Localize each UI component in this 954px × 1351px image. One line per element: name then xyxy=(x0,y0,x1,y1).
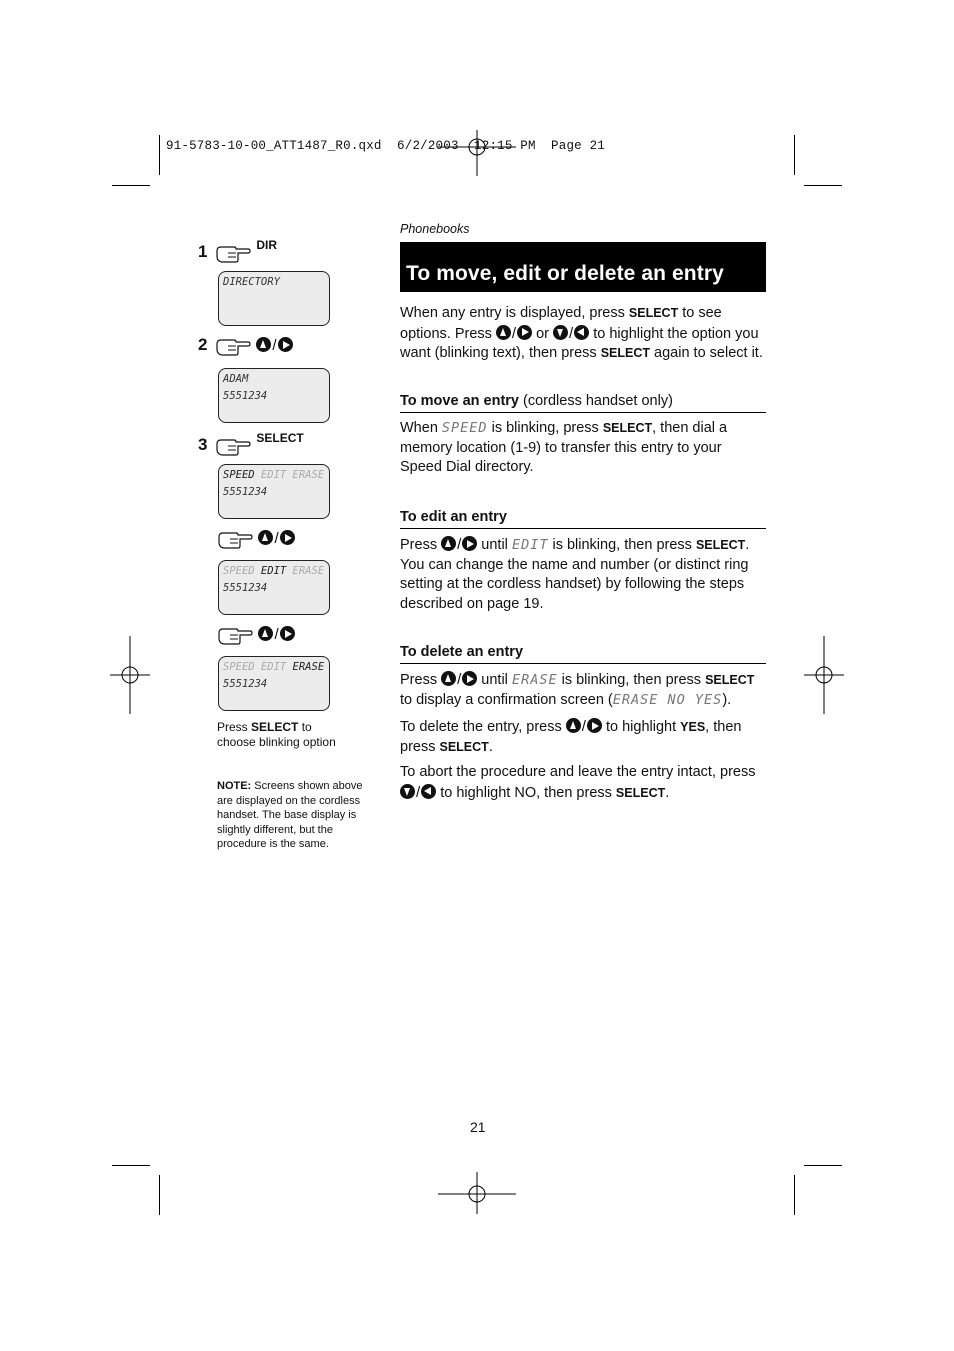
right-button-icon xyxy=(462,536,477,551)
lcd-option-edit: EDIT xyxy=(254,469,287,481)
lcd-line: DIRECTORY xyxy=(223,276,280,288)
lcd-word-erase: ERASE xyxy=(511,672,558,688)
pointing-hand-icon xyxy=(214,242,252,264)
select-key-label: SELECT xyxy=(256,431,304,445)
text: To delete the entry, press xyxy=(400,719,566,735)
down-button-icon xyxy=(553,325,568,340)
delete-paragraph-2: To delete the entry, press / to highlight YES, then press SELECT. xyxy=(400,718,742,755)
heading-bold: To move an entry xyxy=(400,393,519,409)
right-button-icon xyxy=(280,530,295,545)
text: is blinking, then press xyxy=(557,672,706,688)
select-key: SELECT xyxy=(439,739,489,754)
up-button-icon xyxy=(256,337,271,352)
dir-key-label: DIR xyxy=(256,238,278,252)
side-caption xyxy=(217,720,347,749)
lcd-line: 5551234 xyxy=(223,582,268,594)
down-button-icon xyxy=(400,784,415,799)
lcd-option-erase: ERASE xyxy=(286,565,325,577)
crop-mark xyxy=(794,135,795,175)
crop-mark xyxy=(804,1165,842,1166)
caption-key: SELECT xyxy=(251,720,299,734)
edit-paragraph: Press / until EDIT is blinking, then press SELECT. You can change the name and number (or distinct ring setting at the cordless handset) by following the steps described on page 19. xyxy=(400,536,750,612)
lcd-word-speed: SPEED xyxy=(441,420,488,436)
note-text: Screens shown above are displayed on the cordless handset. The base display is slightly different, but the procedure is the same. xyxy=(217,780,363,850)
lcd-line xyxy=(223,563,325,580)
delete-heading xyxy=(400,643,766,664)
lcd-screen-directory xyxy=(218,271,330,326)
lcd-word-confirm: ERASE NO YES xyxy=(612,691,723,708)
move-heading xyxy=(400,392,766,413)
registration-mark-icon xyxy=(804,636,844,714)
right-button-icon xyxy=(278,337,293,352)
right-button-icon xyxy=(280,626,295,641)
step-1 xyxy=(198,238,277,264)
crop-mark xyxy=(159,135,160,175)
select-key: SELECT xyxy=(695,538,746,552)
section-label: Phonebooks xyxy=(400,222,470,236)
step-number: 3 xyxy=(198,435,208,454)
up-button-icon xyxy=(566,718,581,733)
pointing-hand-icon xyxy=(216,528,254,550)
step-number: 2 xyxy=(198,335,208,355)
crop-mark xyxy=(112,185,150,186)
text: is blinking, press xyxy=(487,420,603,436)
crop-mark xyxy=(112,1165,150,1166)
right-button-icon xyxy=(587,718,602,733)
text: , then dial a memory location (1-9) to transfer this entry to your Speed Dial directory. xyxy=(400,420,728,475)
lcd-screen-entry xyxy=(218,368,330,423)
right-button-icon xyxy=(517,325,532,340)
left-button-icon xyxy=(574,325,589,340)
lcd-option-erase: ERASE xyxy=(286,661,325,673)
text: to highlight the option you want (blinking text), then press xyxy=(400,325,759,361)
text: Press xyxy=(400,537,442,553)
heading-rest: (cordless handset only) xyxy=(518,393,673,409)
text: To abort the procedure and leave the entry intact, press xyxy=(400,764,756,780)
lcd-line: 5551234 xyxy=(223,390,268,402)
step-scroll-2: / xyxy=(216,624,295,646)
text: is blinking, then press xyxy=(548,537,696,553)
text: . You can change the name and number (or distinct ring setting at the cordless handset) by following the steps described on page 19. xyxy=(400,537,750,612)
pointing-hand-icon xyxy=(214,435,252,457)
note xyxy=(217,779,367,852)
text: or xyxy=(532,325,554,342)
up-button-icon xyxy=(258,530,273,545)
heading-bold: To delete an entry xyxy=(400,644,524,660)
crop-mark xyxy=(794,1175,795,1215)
caption-text: to choose blinking option xyxy=(217,720,336,749)
lcd-option-edit: EDIT xyxy=(254,661,287,673)
lcd-option-speed: SPEED xyxy=(223,565,255,577)
up-button-icon xyxy=(441,536,456,551)
move-paragraph xyxy=(400,419,766,478)
select-key: SELECT xyxy=(602,421,653,435)
lcd-line xyxy=(223,659,325,676)
text: Press xyxy=(400,672,442,688)
intro-paragraph: When any entry is displayed, press SELECT to see options. Press / or / to highlight the option you want (blinking text), then press SELECT again to select it. xyxy=(400,305,763,361)
page-title: To move, edit or delete an entry xyxy=(400,242,766,292)
delete-paragraph-1: Press / until ERASE is blinking, then press SELECT to display a confirmation screen (ERASE NO YES). xyxy=(400,671,755,708)
lcd-option-edit: EDIT xyxy=(254,565,287,577)
step-3 xyxy=(198,431,304,457)
crop-mark xyxy=(804,185,842,186)
registration-mark-icon xyxy=(438,130,516,176)
select-key: SELECT xyxy=(705,673,755,687)
text: When any entry is displayed, press xyxy=(400,305,629,321)
lcd-option-speed: SPEED xyxy=(223,661,255,673)
lcd-line: ADAM xyxy=(223,373,249,385)
registration-mark-icon xyxy=(110,636,150,714)
caption-text: Press xyxy=(217,720,252,734)
select-key: SELECT xyxy=(628,306,679,320)
heading-bold: To edit an entry xyxy=(400,509,507,525)
lcd-line: 5551234 xyxy=(223,486,268,498)
step-number: 1 xyxy=(198,242,208,261)
delete-paragraph-3: To abort the procedure and leave the entry intact, press / to highlight NO, then press SELECT. xyxy=(400,764,756,801)
edit-heading xyxy=(400,508,766,529)
text: until xyxy=(477,537,512,553)
lcd-screen-edit xyxy=(218,560,330,615)
page-number: 21 xyxy=(470,1119,486,1135)
step-2: 2 / xyxy=(198,335,293,357)
text: to highlight xyxy=(601,719,681,735)
left-button-icon xyxy=(421,784,436,799)
text: . xyxy=(665,784,670,801)
text: , then press xyxy=(400,719,742,755)
text: to display a confirmation screen ( xyxy=(400,691,613,708)
text: until xyxy=(477,672,512,688)
lcd-screen-speed xyxy=(218,464,330,519)
print-slug: 91-5783-10-00_ATT1487_R0.qxd 6/2/2003 12:15 PM Page 21 xyxy=(166,139,605,153)
note-label: NOTE: xyxy=(217,780,252,792)
crop-mark xyxy=(159,1175,160,1215)
lcd-line xyxy=(223,467,325,484)
registration-mark-icon xyxy=(438,1172,516,1214)
text: When xyxy=(400,420,442,436)
text: to see options. Press xyxy=(400,305,722,342)
text: again to select it. xyxy=(650,345,763,361)
up-button-icon xyxy=(496,325,511,340)
lcd-line: 5551234 xyxy=(223,678,268,690)
right-button-icon xyxy=(462,671,477,686)
yes-key: YES xyxy=(680,720,706,734)
pointing-hand-icon xyxy=(214,335,252,357)
text: ). xyxy=(722,691,732,708)
text: to highlight NO, then press xyxy=(436,784,616,801)
select-key: SELECT xyxy=(615,785,666,800)
lcd-screen-erase xyxy=(218,656,330,711)
lcd-word-edit: EDIT xyxy=(511,537,549,553)
select-key: SELECT xyxy=(600,346,650,360)
text: . xyxy=(488,738,493,755)
up-button-icon xyxy=(441,671,456,686)
lcd-option-erase: ERASE xyxy=(286,469,325,481)
pointing-hand-icon xyxy=(216,624,254,646)
up-button-icon xyxy=(258,626,273,641)
lcd-option-speed: SPEED xyxy=(223,469,255,481)
step-scroll-1: / xyxy=(216,528,295,550)
